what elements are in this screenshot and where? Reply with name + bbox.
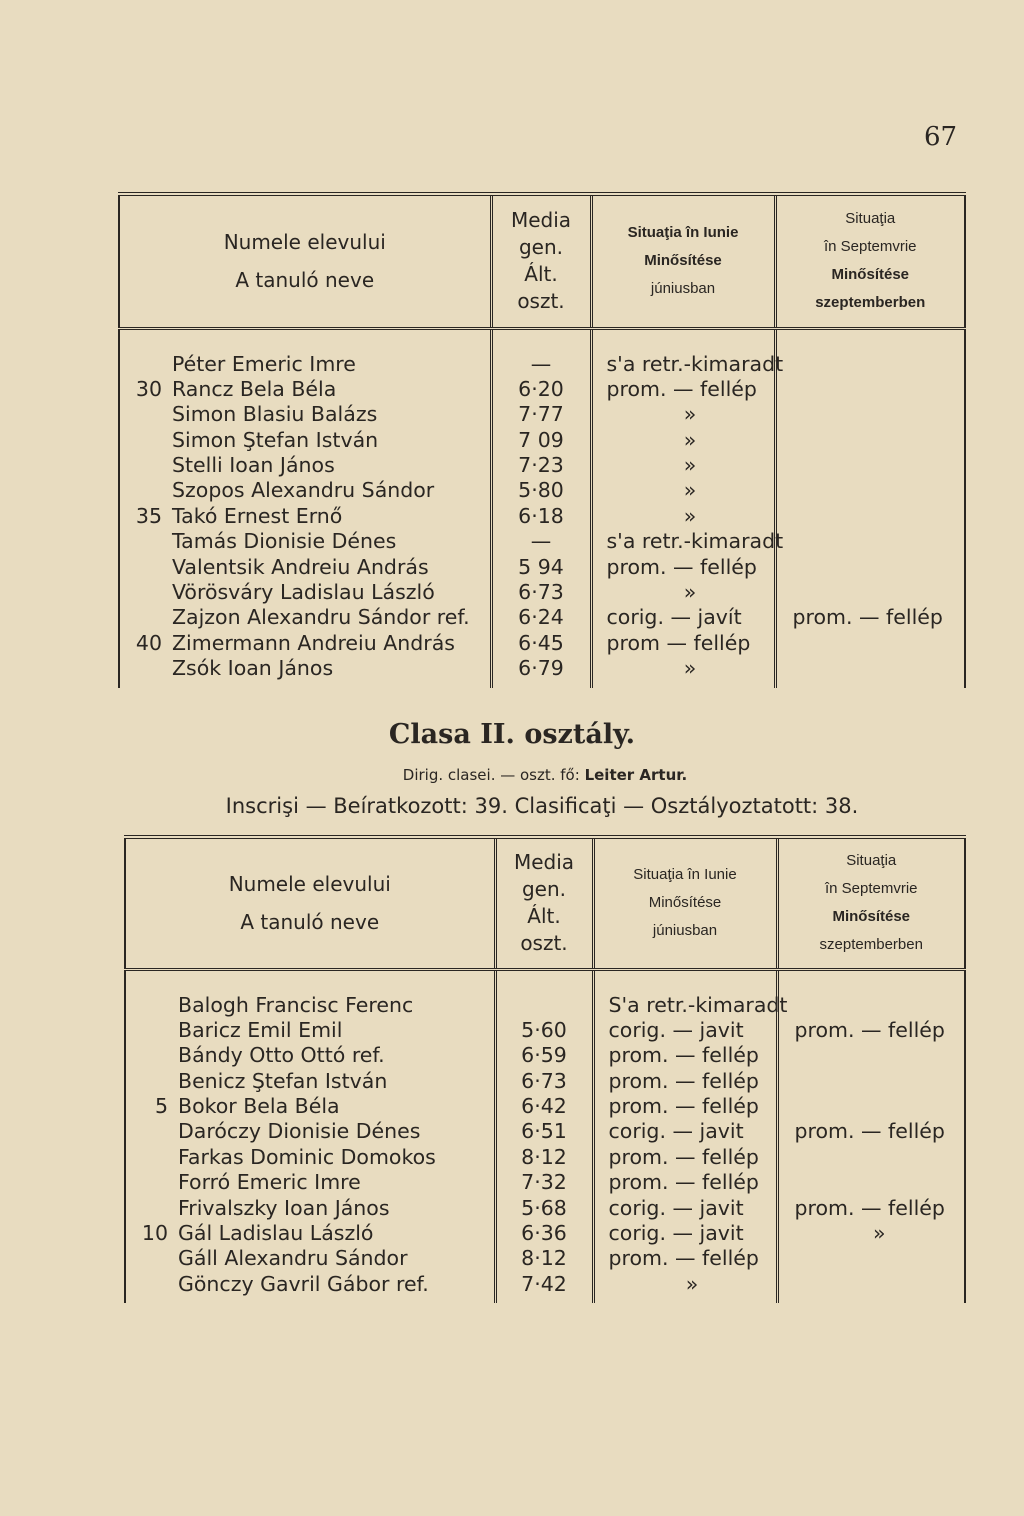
average-grade: 5·68 [521,1195,567,1220]
june-status: prom. — fellép [608,1246,759,1271]
average-grade: 7·32 [521,1170,567,1195]
september-status [779,993,965,1018]
september-status [777,428,965,453]
sept-header [775,194,965,328]
student-name: Farkas Dominic Domokos [178,1144,436,1169]
september-status [777,555,965,580]
june-status: corig. — javít [606,605,742,630]
names-column [119,328,491,688]
student-name: Péter Emeric Imre [172,351,356,376]
student-row-name [126,1018,494,1043]
september-status [777,504,965,529]
june-column [593,969,788,1303]
sept-header-line: szeptemberben [819,936,923,954]
student-row-name [120,580,490,605]
table-body [125,969,965,1303]
june-status: s'a retr.-kimaradt [606,529,784,554]
september-status [777,656,965,681]
june-header-line: Situaţia în Iunie [627,224,739,242]
student-name: Rancz Bela Béla [172,376,337,401]
media-header-line: Ált. [524,262,558,287]
september-status [777,352,965,377]
june-header-line: júniusban [652,922,718,940]
june-status: prom. — fellép [608,1094,759,1119]
june-status: prom. — fellép [608,1144,759,1169]
september-status: prom. — fellép [794,1119,945,1144]
media-header [491,194,591,328]
class-teacher-name: Leiter Artur. [584,766,688,784]
september-status [779,1170,965,1195]
average-grade: 6·36 [521,1221,567,1246]
student-row-name [120,631,490,656]
september-status [779,1246,965,1271]
student-row-name [126,1094,494,1119]
september-status [779,1094,965,1119]
student-row-name [120,402,490,427]
september-status: prom. — fellép [794,1017,945,1042]
average-grade [497,993,592,1018]
media-column [491,328,591,688]
student-row-name [120,656,490,681]
june-status: » [683,478,697,503]
average-grade: 7·77 [518,402,564,427]
june-status: » [683,427,697,452]
student-name: Baricz Emil Emil [178,1017,343,1042]
average-grade: 6·20 [518,376,564,401]
student-name: Zajzon Alexandru Sándor ref. [172,605,470,630]
student-name: Forró Emeric Imre [178,1170,361,1195]
grades-table-1 [118,192,966,688]
name-header-hu: A tanuló neve [235,268,375,293]
student-row-name [126,1145,494,1170]
june-status: prom. — fellép [608,1068,759,1093]
media-header-line: gen. [521,877,567,902]
class-teacher-line [0,766,1024,784]
average-grade: 7 09 [518,427,564,452]
average-grade: 7·42 [521,1271,567,1296]
june-header [593,837,777,969]
september-status [779,1272,965,1297]
student-row-name [126,1246,494,1271]
media-header-line: Ált. [527,904,561,929]
september-status [777,529,965,554]
average-grade: 8·12 [521,1246,567,1271]
june-status: prom. — fellép [608,1043,759,1068]
student-name: Takó Ernest Ernő [172,503,343,528]
september-status [777,402,965,427]
enrollment-line: Inscrişi — Beíratkozott: 39. Clasificaţi — Osztályoztatott: 38. [225,794,859,818]
page-number: 67 [924,122,958,152]
average-grade: 6·73 [521,1068,567,1093]
name-header-ro: Numele elevului [228,872,391,897]
average-grade: 5 94 [518,554,564,579]
student-row-name [126,1221,494,1246]
june-status: S'a retr.-kimaradt [608,992,788,1017]
september-status [779,1145,965,1170]
september-status: prom. — fellép [794,1195,945,1220]
media-column [495,969,593,1303]
average-grade: 6·59 [521,1043,567,1068]
june-status: s'a retr.-kimaradt [606,351,784,376]
june-header-line: júniusban [650,280,716,298]
september-status [777,478,965,503]
student-row-name [126,993,494,1018]
student-name: Benicz Ştefan István [178,1068,388,1093]
june-status: corig. — javit [608,1119,744,1144]
student-name: Szopos Alexandru Sándor [172,478,435,503]
media-header-line: Media [513,850,575,875]
june-status: prom. — fellép [608,1170,759,1195]
sept-column [775,328,965,688]
row-number: 10 [141,1221,168,1246]
student-row-name [126,1272,494,1297]
september-status [779,1069,965,1094]
row-number: 35 [135,503,162,528]
june-status: » [683,503,697,528]
september-status [779,1043,965,1068]
june-status: » [683,656,697,681]
media-header-line: gen. [518,235,564,260]
media-header-line: oszt. [520,931,568,956]
student-row-name [126,1119,494,1144]
student-row-name [120,605,490,630]
table-header [125,837,965,969]
sept-header [777,837,965,969]
june-status: » [683,402,697,427]
row-number: 5 [154,1094,168,1119]
average-grade: 6·45 [518,630,564,655]
student-name: Balogh Francisc Ferenc [178,992,414,1017]
june-status: corig. — javit [608,1017,744,1042]
names-column [125,969,495,1303]
student-name: Daróczy Dionisie Dénes [178,1119,421,1144]
average-grade: 8·12 [521,1144,567,1169]
sept-header-line: Situaţia [845,210,896,228]
june-header [591,194,775,328]
row-number: 30 [135,376,162,401]
sept-header-line: Minősítése [831,266,910,284]
september-status: » [872,1221,886,1246]
media-header-line: oszt. [517,289,565,314]
media-header [495,837,593,969]
average-grade: 6·42 [521,1094,567,1119]
name-header [119,194,491,328]
june-status: corig. — javit [608,1195,744,1220]
june-column [591,328,784,688]
sept-header-line: szeptemberben [815,294,926,312]
grades-table-2 [124,835,966,1303]
june-header-line: Minősítése [644,252,722,270]
student-row-name [120,453,490,478]
student-name: Zsók Ioan János [172,656,334,681]
student-name: Tamás Dionisie Dénes [172,529,397,554]
september-status [777,631,965,656]
average-grade: 6·24 [518,605,564,630]
media-header-line: Media [510,208,572,233]
sept-header-line: în Septemvrie [823,238,917,256]
row-number: 40 [135,630,162,655]
june-status: » [683,453,697,478]
student-name: Zimermann Andreiu András [172,630,455,655]
student-name: Valentsik Andreiu András [172,554,429,579]
june-status: corig. — javit [608,1221,744,1246]
sept-column [777,969,965,1303]
sept-header-line: Situaţia [846,852,897,870]
september-status: prom. — fellép [792,605,943,630]
sept-header-line: în Septemvrie [824,880,918,898]
student-name: Bándy Otto Ottó ref. [178,1043,385,1068]
june-status: prom — fellép [606,630,751,655]
september-status [777,377,965,402]
september-status [777,580,965,605]
class-title: Clasa II. osztály. [388,719,636,750]
september-status [777,453,965,478]
student-name: Simon Ştefan István [172,427,379,452]
student-row-name [126,1170,494,1195]
student-name: Simon Blasiu Balázs [172,402,378,427]
student-row-name [120,377,490,402]
average-grade: 7·23 [518,453,564,478]
student-row-name [126,1196,494,1221]
student-row-name [120,555,490,580]
june-header-line: Minősítése [648,894,722,912]
average-grade: 6·73 [518,580,564,605]
table-header [119,194,965,328]
sept-header-line: Minősítése [832,908,911,926]
june-status: » [685,1271,699,1296]
student-name: Gál Ladislau László [178,1221,374,1246]
average-grade: 6·79 [518,656,564,681]
student-name: Bokor Bela Béla [178,1094,340,1119]
student-row-name [120,504,490,529]
student-row-name [120,529,490,554]
average-grade: 5·80 [518,478,564,503]
student-row-name [126,1043,494,1068]
june-status: prom. — fellép [606,554,757,579]
june-status: » [683,580,697,605]
name-header-ro: Numele elevului [223,230,386,255]
average-grade: 5·60 [521,1017,567,1042]
class-teacher-label: Dirig. clasei. — oszt. fő: [402,766,580,784]
student-name: Frivalszky Ioan János [178,1195,390,1220]
student-name: Gönczy Gavril Gábor ref. [178,1271,429,1296]
average-grade: — [530,351,552,376]
average-grade: 6·18 [518,503,564,528]
name-header-hu: A tanuló neve [240,910,380,935]
table-body [119,328,965,688]
student-name: Gáll Alexandru Sándor [178,1246,408,1271]
average-grade: — [530,529,552,554]
june-status: prom. — fellép [606,376,757,401]
name-header [125,837,495,969]
student-row-name [126,1069,494,1094]
student-row-name [120,352,490,377]
student-name: Vörösváry Ladislau László [172,580,435,605]
average-grade: 6·51 [521,1119,567,1144]
student-row-name [120,478,490,503]
june-header-line: Situaţia în Iunie [633,866,737,884]
student-name: Stelli Ioan János [172,453,335,478]
student-row-name [120,428,490,453]
